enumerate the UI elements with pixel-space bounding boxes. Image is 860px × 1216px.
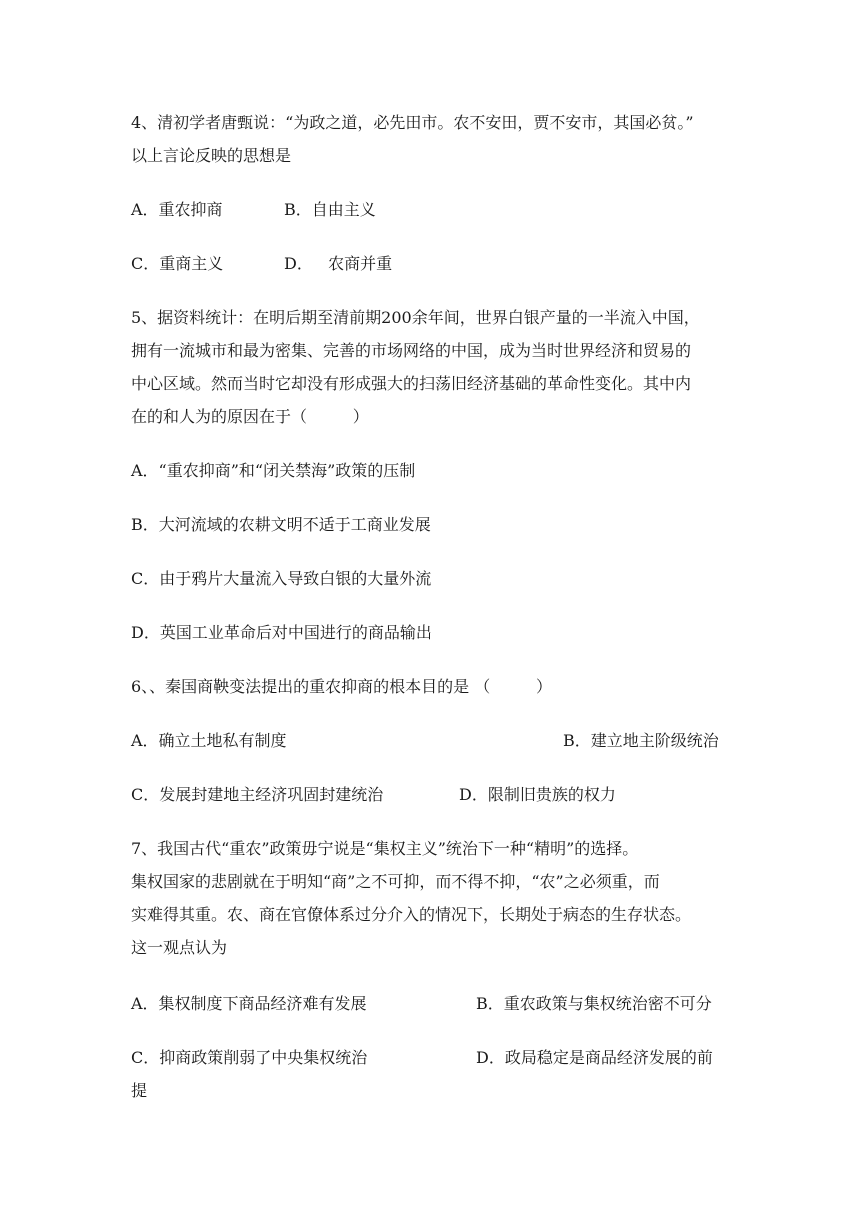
q5-option-a: A．“重农抑商”和“闭关禁海”政策的压制 <box>131 461 416 480</box>
q7-stem-line-1: 7、我国古代“重农”政策毋宁说是“集权主义”统治下一种“精明”的选择。 <box>131 839 639 858</box>
q5-stem-line-2: 拥有一流城市和最为密集、完善的市场网络的中国，成为当时世界经济和贸易的 <box>131 341 692 360</box>
q5-option-c: C．由于鸦片大量流入导致白银的大量外流 <box>131 569 432 588</box>
q6-option-b: B．建立地主阶级统治 <box>563 731 719 750</box>
q4-option-b: B．自由主义 <box>284 200 376 219</box>
q5-option-d: D．英国工业革命后对中国进行的商品输出 <box>131 623 432 642</box>
q7-stem-line-4: 这一观点认为 <box>131 938 228 957</box>
q7-option-d: D．政局稳定是商品经济发展的前 <box>476 1048 713 1067</box>
q7-option-c: C．抑商政策削弱了中央集权统治 <box>131 1048 368 1067</box>
q5-stem-line-4: 在的和人为的原因在于（ ） <box>131 407 369 426</box>
q5-option-b: B．大河流域的农耕文明不适于工商业发展 <box>131 515 431 534</box>
q7-option-a: A．集权制度下商品经济难有发展 <box>131 994 367 1013</box>
q5-stem-line-3: 中心区域。然而当时它却没有形成强大的扫荡旧经济基础的革命性变化。其中内 <box>131 374 692 393</box>
q4-option-a: A．重农抑商 <box>131 200 223 219</box>
q6-option-a: A．确立土地私有制度 <box>131 731 287 750</box>
q6-option-d: D．限制旧贵族的权力 <box>459 785 616 804</box>
q4-stem-line-1: 4、清初学者唐甄说：“为政之道，必先田市。农不安田，贾不安市，其国必贫。” <box>131 113 694 132</box>
q7-option-d-continuation: 提 <box>131 1081 148 1100</box>
q6-stem: 6、、秦国商鞅变法提出的重农抑商的根本目的是 （ ） <box>131 677 553 696</box>
q7-stem-line-3: 实难得其重。农、商在官僚体系过分介入的情况下，长期处于病态的生存状态。 <box>131 905 692 924</box>
q5-stem-line-1: 5、据资料统计：在明后期至清前期200余年间，世界白银产量的一半流入中国， <box>131 308 700 327</box>
q4-stem-line-2: 以上言论反映的思想是 <box>131 146 292 165</box>
q6-option-c: C．发展封建地主经济巩固封建统治 <box>131 785 384 804</box>
q4-option-c: C．重商主义 <box>131 254 224 273</box>
q4-option-d: D． 农商并重 <box>284 254 393 273</box>
q7-stem-line-2: 集权国家的悲剧就在于明知“商”之不可抑，而不得不抑，“农”之必须重，而 <box>131 872 660 891</box>
q7-option-b: B．重农政策与集权统治密不可分 <box>476 994 712 1013</box>
